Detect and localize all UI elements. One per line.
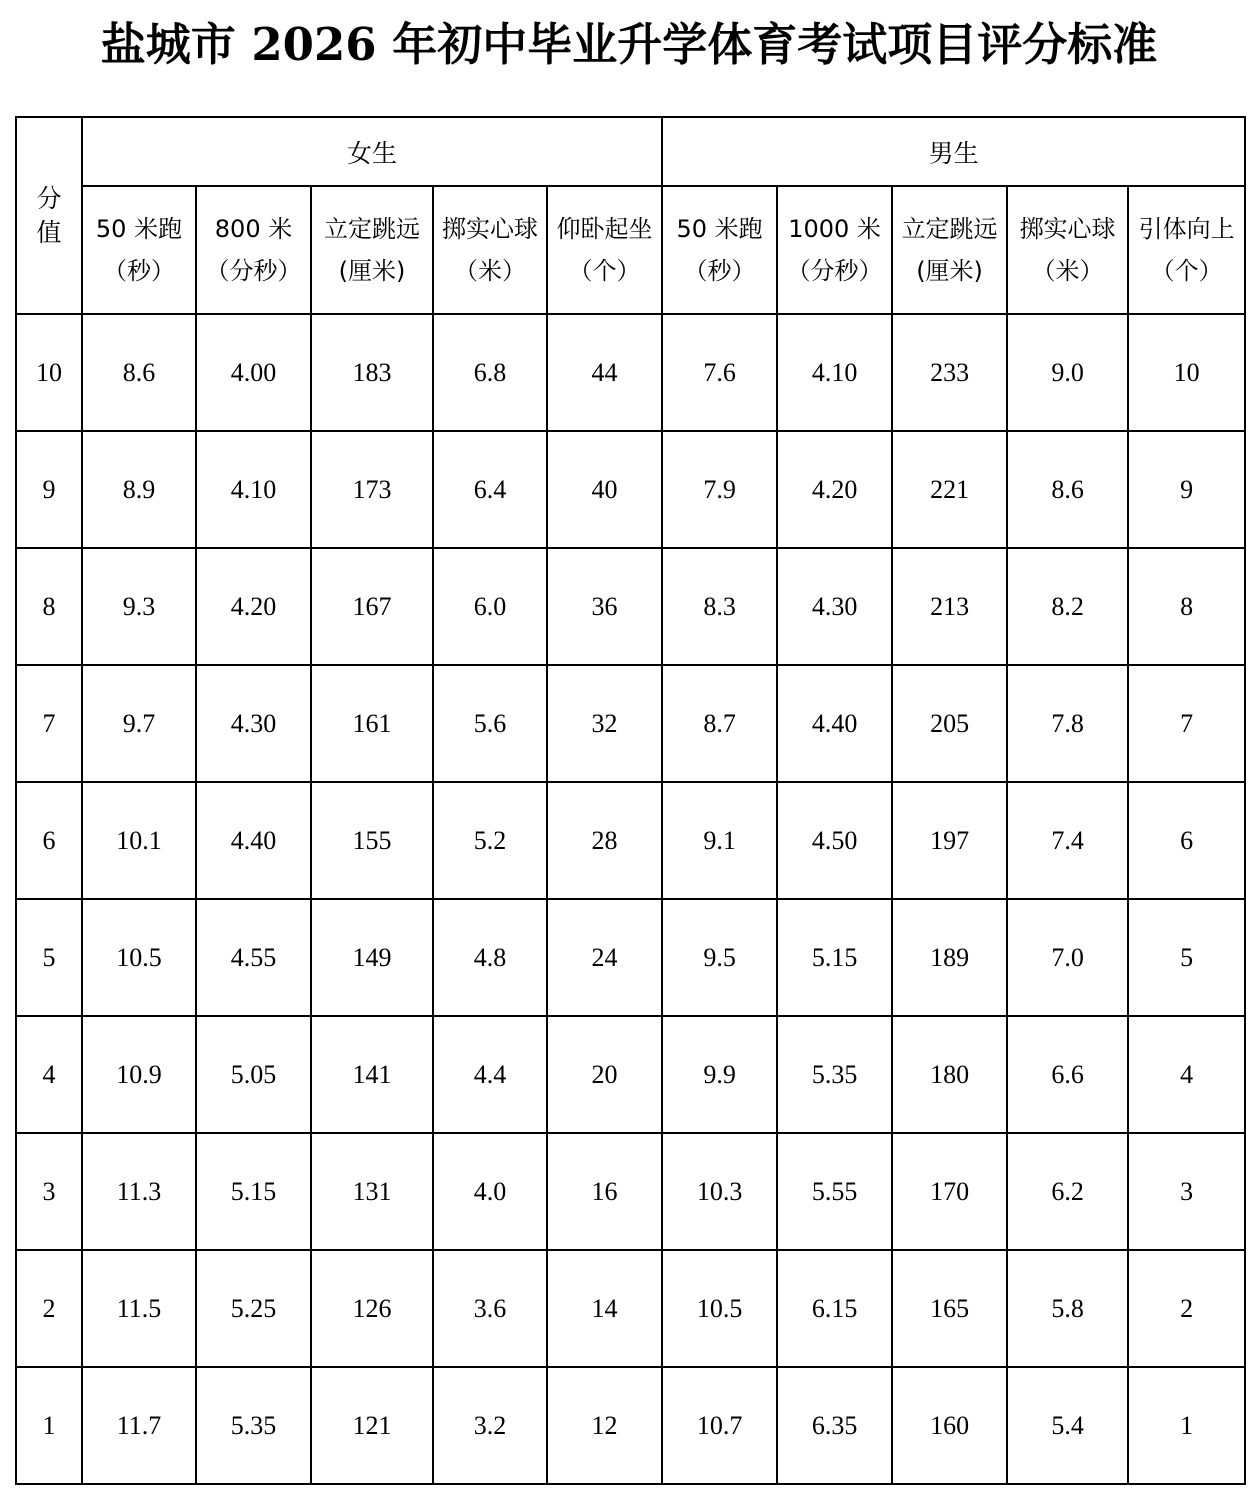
female-value-cell: 4.30 — [196, 665, 311, 782]
female-value-cell: 149 — [311, 899, 433, 1016]
female-value-cell: 5.25 — [196, 1250, 311, 1367]
male-value-cell: 9.5 — [662, 899, 777, 1016]
male-value-cell: 7.4 — [1007, 782, 1128, 899]
male-value-cell: 9 — [1128, 431, 1245, 548]
score-cell: 3 — [16, 1133, 82, 1250]
male-value-cell: 8.6 — [1007, 431, 1128, 548]
table-row — [16, 1250, 1245, 1367]
column-unit: (厘米) — [338, 257, 406, 285]
female-value-cell: 183 — [311, 314, 433, 431]
score-cell: 2 — [16, 1250, 82, 1367]
female-value-cell: 8.9 — [82, 431, 196, 548]
male-value-cell: 170 — [892, 1133, 1007, 1250]
table-row — [16, 1016, 1245, 1133]
female-value-cell: 4.0 — [433, 1133, 547, 1250]
male-value-cell: 4.50 — [777, 782, 892, 899]
female-value-cell: 10.9 — [82, 1016, 196, 1133]
female-value-cell: 6.4 — [433, 431, 547, 548]
male-value-cell: 4 — [1128, 1016, 1245, 1133]
female-value-cell: 5.05 — [196, 1016, 311, 1133]
female-value-cell: 5.2 — [433, 782, 547, 899]
male-value-cell: 4.40 — [777, 665, 892, 782]
male-value-cell: 10 — [1128, 314, 1245, 431]
female-value-cell: 6.8 — [433, 314, 547, 431]
male-column-header — [892, 186, 1007, 314]
male-value-cell: 10.3 — [662, 1133, 777, 1250]
male-value-cell: 8.3 — [662, 548, 777, 665]
female-value-cell: 44 — [547, 314, 662, 431]
male-column-header — [777, 186, 892, 314]
female-value-cell: 4.8 — [433, 899, 547, 1016]
female-value-cell: 11.5 — [82, 1250, 196, 1367]
female-value-cell: 173 — [311, 431, 433, 548]
column-unit: （秒） — [103, 257, 175, 285]
column-unit: （个） — [568, 257, 641, 285]
female-value-cell: 8.6 — [82, 314, 196, 431]
male-value-cell: 2 — [1128, 1250, 1245, 1367]
male-value-cell: 5.35 — [777, 1016, 892, 1133]
column-name: 1000 米 — [788, 215, 881, 243]
female-value-cell: 11.7 — [82, 1367, 196, 1484]
male-value-cell: 8.2 — [1007, 548, 1128, 665]
female-column-header — [547, 186, 662, 314]
column-unit: （个） — [1150, 257, 1223, 285]
female-group-header: 女生 — [82, 117, 662, 186]
score-cell: 5 — [16, 899, 82, 1016]
male-value-cell: 9.0 — [1007, 314, 1128, 431]
column-name: 立定跳远 — [324, 215, 420, 243]
male-value-cell: 197 — [892, 782, 1007, 899]
column-name: 50 米跑 — [676, 215, 763, 243]
male-value-cell: 205 — [892, 665, 1007, 782]
score-cell: 9 — [16, 431, 82, 548]
male-column-header — [662, 186, 777, 314]
female-value-cell: 131 — [311, 1133, 433, 1250]
male-value-cell: 9.9 — [662, 1016, 777, 1133]
table-row — [16, 1133, 1245, 1250]
column-name: 50 米跑 — [95, 215, 183, 243]
column-unit: （米） — [1031, 257, 1104, 285]
male-value-cell: 3 — [1128, 1133, 1245, 1250]
male-value-cell: 4.10 — [777, 314, 892, 431]
male-column-header — [1007, 186, 1128, 314]
female-value-cell: 11.3 — [82, 1133, 196, 1250]
female-value-cell: 4.55 — [196, 899, 311, 1016]
female-value-cell: 3.6 — [433, 1250, 547, 1367]
male-value-cell: 6.6 — [1007, 1016, 1128, 1133]
female-column-header — [82, 186, 196, 314]
female-value-cell: 4.00 — [196, 314, 311, 431]
female-value-cell: 12 — [547, 1367, 662, 1484]
female-value-cell: 9.3 — [82, 548, 196, 665]
female-value-cell: 28 — [547, 782, 662, 899]
page-title: 盐城市 2026 年初中毕业升学体育考试项目评分标准 — [100, 18, 1158, 71]
column-name: 掷实心球 — [442, 215, 538, 243]
group-header-row — [16, 117, 1245, 186]
table-row — [16, 899, 1245, 1016]
male-value-cell: 5.4 — [1007, 1367, 1128, 1484]
female-value-cell: 4.20 — [196, 548, 311, 665]
male-value-cell: 1 — [1128, 1367, 1245, 1484]
female-value-cell: 32 — [547, 665, 662, 782]
female-column-header — [196, 186, 311, 314]
score-cell: 10 — [16, 314, 82, 431]
male-value-cell: 4.20 — [777, 431, 892, 548]
male-value-cell: 5.8 — [1007, 1250, 1128, 1367]
male-value-cell: 9.1 — [662, 782, 777, 899]
score-cell: 8 — [16, 548, 82, 665]
female-value-cell: 4.10 — [196, 431, 311, 548]
male-value-cell: 5.55 — [777, 1133, 892, 1250]
female-value-cell: 4.4 — [433, 1016, 547, 1133]
male-value-cell: 160 — [892, 1367, 1007, 1484]
scoring-table — [15, 116, 1246, 1485]
male-value-cell: 6.15 — [777, 1250, 892, 1367]
male-value-cell: 165 — [892, 1250, 1007, 1367]
male-value-cell: 6 — [1128, 782, 1245, 899]
column-unit: （米） — [454, 257, 526, 285]
column-name: 仰卧起坐 — [556, 215, 653, 243]
female-value-cell: 9.7 — [82, 665, 196, 782]
column-name: 掷实心球 — [1019, 215, 1116, 243]
male-column-header — [1128, 186, 1245, 314]
male-value-cell: 8 — [1128, 548, 1245, 665]
score-cell: 6 — [16, 782, 82, 899]
female-value-cell: 36 — [547, 548, 662, 665]
female-column-header — [433, 186, 547, 314]
male-value-cell: 7.0 — [1007, 899, 1128, 1016]
male-value-cell: 10.7 — [662, 1367, 777, 1484]
column-name: 立定跳远 — [901, 215, 998, 243]
score-cell: 4 — [16, 1016, 82, 1133]
male-value-cell: 221 — [892, 431, 1007, 548]
male-value-cell: 7 — [1128, 665, 1245, 782]
table-row — [16, 665, 1245, 782]
table-row — [16, 1367, 1245, 1484]
female-value-cell: 126 — [311, 1250, 433, 1367]
table-row — [16, 548, 1245, 665]
female-value-cell: 4.40 — [196, 782, 311, 899]
column-name: 800 米 — [214, 215, 293, 243]
male-group-header: 男生 — [662, 117, 1245, 186]
score-cell: 1 — [16, 1367, 82, 1484]
female-value-cell: 10.1 — [82, 782, 196, 899]
female-value-cell: 40 — [547, 431, 662, 548]
male-value-cell: 4.30 — [777, 548, 892, 665]
column-unit: (厘米) — [916, 257, 983, 285]
male-value-cell: 8.7 — [662, 665, 777, 782]
female-value-cell: 3.2 — [433, 1367, 547, 1484]
female-column-header — [311, 186, 433, 314]
column-unit: （秒） — [683, 257, 756, 285]
male-value-cell: 7.8 — [1007, 665, 1128, 782]
female-value-cell: 121 — [311, 1367, 433, 1484]
male-value-cell: 180 — [892, 1016, 1007, 1133]
female-value-cell: 10.5 — [82, 899, 196, 1016]
male-value-cell: 5.15 — [777, 899, 892, 1016]
female-value-cell: 5.6 — [433, 665, 547, 782]
score-column-header — [16, 117, 82, 314]
female-value-cell: 6.0 — [433, 548, 547, 665]
table-row — [16, 314, 1245, 431]
female-value-cell: 16 — [547, 1133, 662, 1250]
column-header-row — [16, 186, 1245, 314]
female-value-cell: 20 — [547, 1016, 662, 1133]
male-value-cell: 7.6 — [662, 314, 777, 431]
column-name: 引体向上 — [1138, 215, 1235, 243]
male-value-cell: 5 — [1128, 899, 1245, 1016]
female-value-cell: 167 — [311, 548, 433, 665]
score-header-label: 分值 — [36, 183, 62, 247]
scoring-table-body — [16, 314, 1245, 1484]
column-unit: （分秒） — [205, 257, 302, 285]
male-value-cell: 6.2 — [1007, 1133, 1128, 1250]
female-value-cell: 5.35 — [196, 1367, 311, 1484]
female-value-cell: 5.15 — [196, 1133, 311, 1250]
table-row — [16, 431, 1245, 548]
table-row — [16, 782, 1245, 899]
male-value-cell: 6.35 — [777, 1367, 892, 1484]
female-value-cell: 24 — [547, 899, 662, 1016]
female-value-cell: 161 — [311, 665, 433, 782]
female-value-cell: 141 — [311, 1016, 433, 1133]
male-value-cell: 189 — [892, 899, 1007, 1016]
column-unit: （分秒） — [786, 257, 883, 285]
male-value-cell: 233 — [892, 314, 1007, 431]
score-cell: 7 — [16, 665, 82, 782]
male-value-cell: 10.5 — [662, 1250, 777, 1367]
female-value-cell: 14 — [547, 1250, 662, 1367]
female-value-cell: 155 — [311, 782, 433, 899]
male-value-cell: 213 — [892, 548, 1007, 665]
male-value-cell: 7.9 — [662, 431, 777, 548]
